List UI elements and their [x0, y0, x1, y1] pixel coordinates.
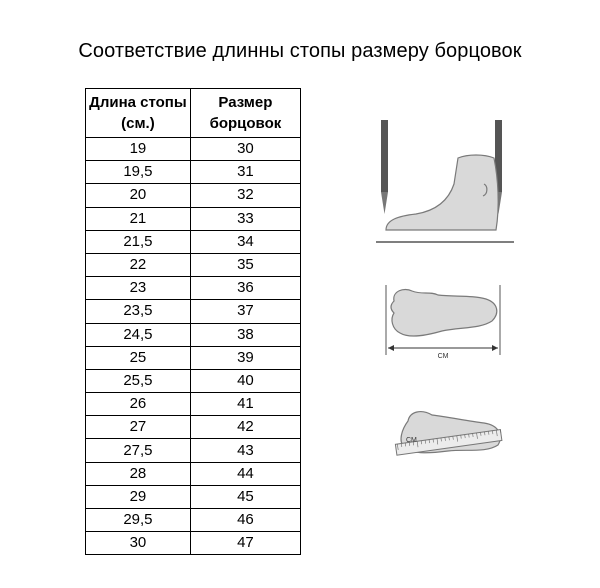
table-row	[86, 184, 301, 207]
shoe-size-cell: 44	[190, 462, 300, 485]
shoe-size-cell: 32	[190, 184, 300, 207]
shoe-size-cell: 38	[190, 323, 300, 346]
left-pencil-icon	[381, 120, 388, 214]
foot-length-cell: 28	[86, 462, 191, 485]
shoe-size-cell: 33	[190, 207, 300, 230]
table-row	[86, 253, 301, 276]
foot-ruler-illustration	[388, 407, 508, 459]
header-foot-length: Длина стопы (см.)	[86, 89, 191, 138]
table-row	[86, 509, 301, 532]
table-row	[86, 138, 301, 161]
shoe-size-cell: 43	[190, 439, 300, 462]
foot-length-cell: 29,5	[86, 509, 191, 532]
table-row	[86, 230, 301, 253]
foot-length-cell: 24,5	[86, 323, 191, 346]
foot-length-cell: 25	[86, 346, 191, 369]
foot-sole-icon	[391, 289, 497, 336]
table-row	[86, 369, 301, 392]
shoe-size-cell: 30	[190, 138, 300, 161]
measure-arrow	[388, 345, 498, 351]
foot-side-measure-illustration	[372, 118, 518, 250]
table-row	[86, 416, 301, 439]
table-row	[86, 346, 301, 369]
size-table	[85, 88, 301, 555]
table-row	[86, 532, 301, 555]
foot-length-cell: 22	[86, 253, 191, 276]
foot-length-cell: 29	[86, 485, 191, 508]
shoe-size-cell: 34	[190, 230, 300, 253]
foot-length-cell: 25,5	[86, 369, 191, 392]
page-title: Соответствие длинны стопы размеру борцовок	[78, 40, 522, 62]
ruler-unit-label: CM	[406, 437, 417, 444]
foot-length-cell: 19,5	[86, 161, 191, 184]
shoe-size-cell: 31	[190, 161, 300, 184]
table-row	[86, 485, 301, 508]
shoe-size-cell: 36	[190, 277, 300, 300]
foot-length-cell: 21	[86, 207, 191, 230]
shoe-size-cell: 46	[190, 509, 300, 532]
foot-length-cell: 19	[86, 138, 191, 161]
foot-sole-measure-illustration	[380, 283, 508, 361]
sole-unit-label: СМ	[437, 353, 449, 360]
foot-length-cell: 20	[86, 184, 191, 207]
foot-side-icon	[386, 155, 498, 230]
table-row	[86, 439, 301, 462]
table-row	[86, 277, 301, 300]
foot-length-cell: 30	[86, 532, 191, 555]
shoe-size-cell: 37	[190, 300, 300, 323]
shoe-size-cell: 35	[190, 253, 300, 276]
foot-length-cell: 27,5	[86, 439, 191, 462]
header-shoe-size: Размер борцовок	[190, 89, 300, 138]
shoe-size-cell: 47	[190, 532, 300, 555]
table-row	[86, 462, 301, 485]
table-row	[86, 300, 301, 323]
shoe-size-cell: 42	[190, 416, 300, 439]
foot-length-cell: 26	[86, 393, 191, 416]
foot-length-cell: 23,5	[86, 300, 191, 323]
shoe-size-cell: 41	[190, 393, 300, 416]
table-row	[86, 393, 301, 416]
table-row	[86, 207, 301, 230]
table-header-row	[86, 89, 301, 138]
table-row	[86, 323, 301, 346]
foot-length-cell: 27	[86, 416, 191, 439]
shoe-size-cell: 40	[190, 369, 300, 392]
shoe-size-cell: 45	[190, 485, 300, 508]
shoe-size-cell: 39	[190, 346, 300, 369]
table-row	[86, 161, 301, 184]
table-body	[86, 138, 301, 555]
foot-length-cell: 21,5	[86, 230, 191, 253]
foot-length-cell: 23	[86, 277, 191, 300]
